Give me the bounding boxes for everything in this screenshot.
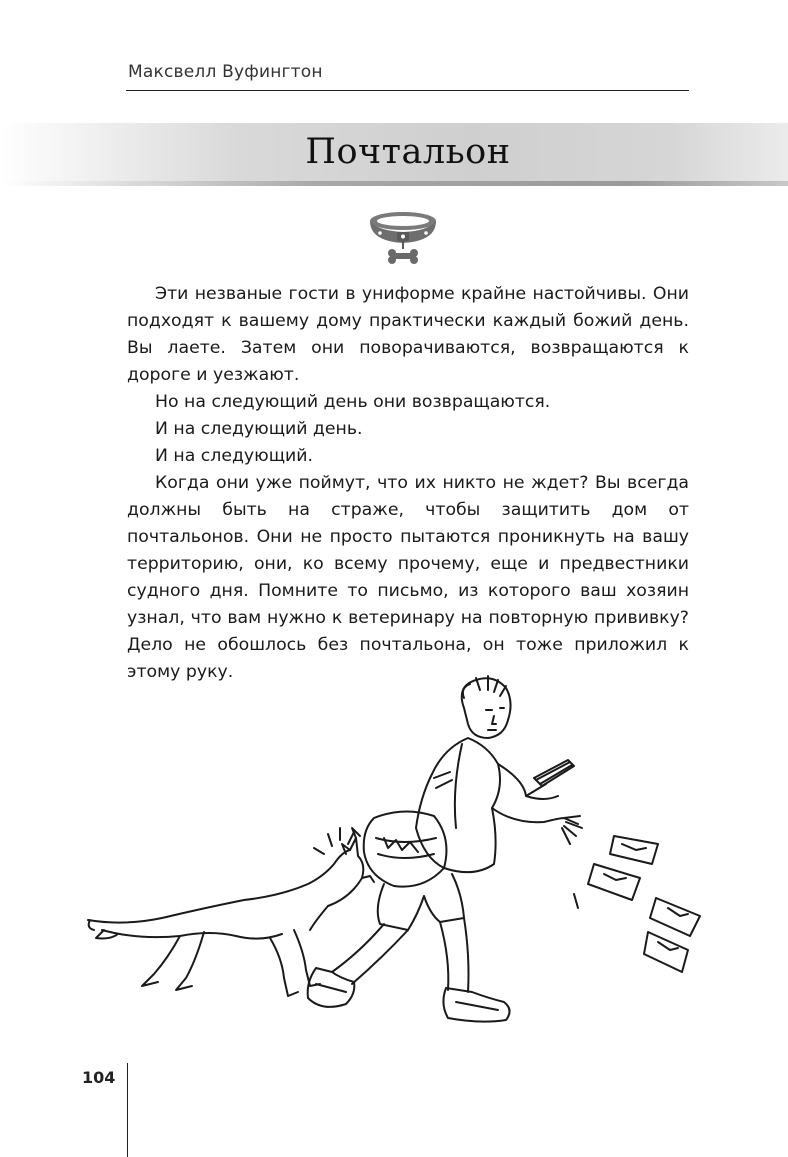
- mail-bag: [364, 811, 447, 886]
- page-number: 104: [82, 1068, 116, 1087]
- mailman-head: [462, 676, 511, 738]
- running-head-author: Максвелл Вуфингтон: [128, 62, 323, 82]
- paragraph: Когда они уже поймут, что их никто не ждет? Вы всегда должны быть на страже, чтобы защитить дом от почтальонов. Они не просто пытаются проникнуть на вашу территорию, они, ко всему прочему, еще и предвестники судного дня. Помните то письмо, из которого ваш хозяин узнал, что вам нужно к ветеринару на повторную прививку? Дело не обошлось без почтальона, он тоже приложил к этому руку.: [127, 473, 689, 682]
- flying-letters: [574, 836, 700, 972]
- dog-collar-bone-icon: [366, 205, 440, 269]
- chapter-body: [127, 281, 689, 686]
- chapter-title: Почтальон: [305, 132, 511, 172]
- paragraph: Но на следующий день они возвращаются.: [155, 392, 551, 412]
- paragraph: И на следующий день.: [155, 419, 363, 439]
- chapter-title-band-shadow: [0, 181, 788, 186]
- paragraph: Эти незваные гости в униформе крайне настойчивы. Они подходят к вашему дому практически каждый божий день. Вы лаете. Затем они поворачиваются, возвращаются к дороге и уезжают.: [127, 284, 689, 385]
- dog-chasing-mailman-drawing: [84, 668, 734, 1048]
- paragraph: И на следующий.: [155, 446, 313, 466]
- page-number-rule: [127, 1063, 128, 1157]
- header-rule: [126, 90, 689, 91]
